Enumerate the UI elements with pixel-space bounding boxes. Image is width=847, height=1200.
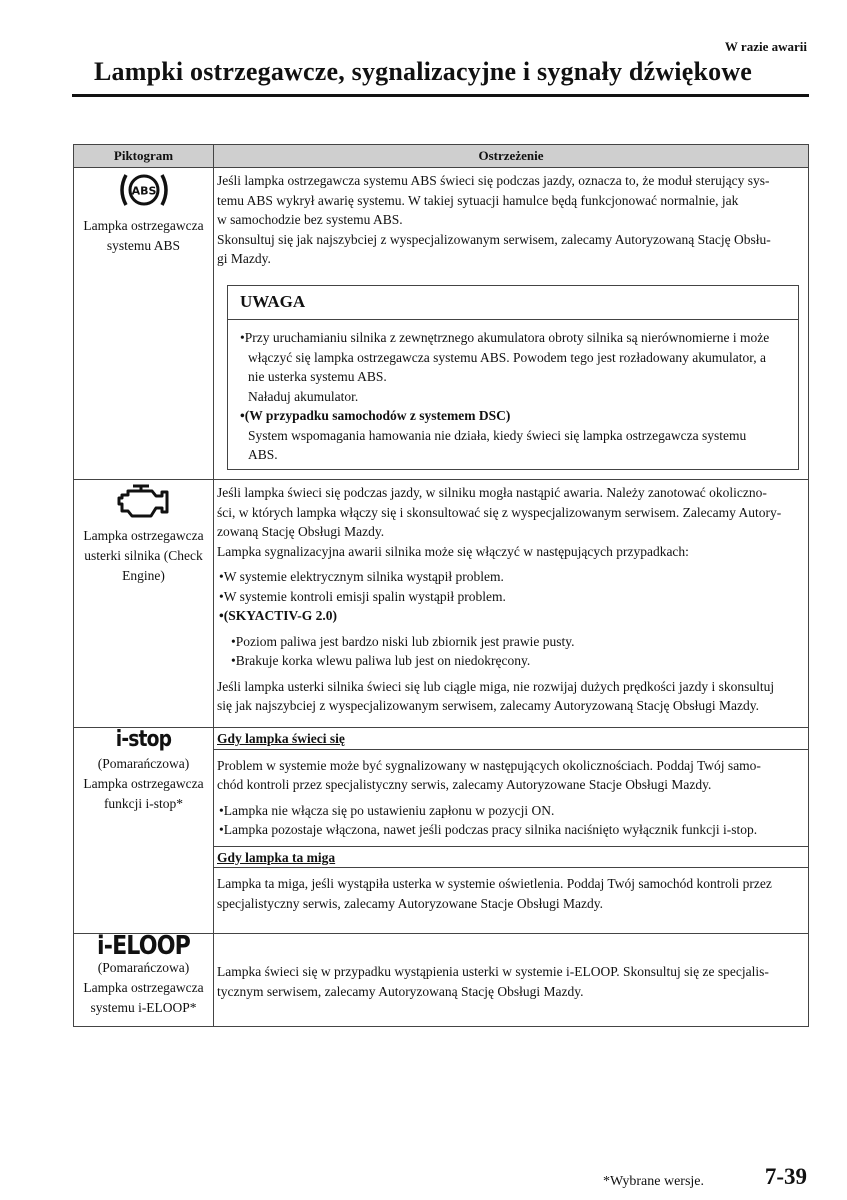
ieloop-color-note: (Pomarańczowa) xyxy=(97,960,190,975)
engine-outro-line: Jeśli lampka usterki silnika świeci się lub ciągle miga, nie rozwijaj dużych prędkości jazdy i skonsultuj xyxy=(217,678,775,694)
warning-cell-istop xyxy=(214,728,809,934)
abs-label: Lampka ostrzegawcza systemu ABS xyxy=(83,218,204,253)
skyactiv-heading: •(SKYACTIV-G 2.0) xyxy=(219,608,337,623)
table-header-row xyxy=(74,145,809,168)
pictogram-cell-abs xyxy=(74,168,214,480)
col-header-pictogram: Piktogram xyxy=(74,145,214,168)
engine-label: Lampka ostrzegawcza usterki silnika (Check Engine) xyxy=(83,528,204,583)
istop-lit-line: Problem w systemie może być sygnalizowany w następujących okolicznościach. Poddaj Twój samo- xyxy=(217,757,761,773)
caution-dsc-heading: •(W przypadku samochodów z systemem DSC) xyxy=(240,408,511,423)
istop-icon: i-stop xyxy=(115,727,172,752)
caution-line: •Przy uruchamianiu silnika z zewnętrznego akumulatora obroty silnika są nierównomierne i może xyxy=(240,330,770,345)
title-rule xyxy=(72,94,809,97)
istop-blink-heading: Gdy lampka ta miga xyxy=(217,849,336,865)
list-item: •Brakuje korka wlewu paliwa lub jest on niedokręcony. xyxy=(231,653,531,668)
abs-text-line: Skonsultuj się jak najszybciej z wyspecjalizowanym serwisem, zalecamy Autoryzowaną Stację Obsłu- xyxy=(217,231,771,247)
ieloop-text-line: Lampka świeci się w przypadku wystąpienia usterki w systemie i-ELOOP. Skonsultuj się ze specjalis- xyxy=(217,964,769,979)
caution-line: Naładuj akumulator. xyxy=(248,388,359,404)
warning-cell-engine xyxy=(214,480,809,728)
engine-bullets xyxy=(219,567,802,626)
abs-warning-icon xyxy=(116,170,172,210)
list-item: •Lampka pozostaje włączona, nawet jeśli podczas pracy silnika naciśnięto wyłącznik funkcji i-stop. xyxy=(219,822,758,837)
istop-color-note: (Pomarańczowa) xyxy=(97,756,190,771)
list-item: •Poziom paliwa jest bardzo niski lub zbiornik jest prawie pusty. xyxy=(231,633,575,649)
section-label: W razie awarii xyxy=(724,39,807,54)
warning-cell-abs xyxy=(214,168,809,480)
abs-text-line: temu ABS wykrył awarię systemu. W takiej sytuacji hamulce będą funkcjonować normalnie, jak xyxy=(217,192,739,208)
abs-text-line: gi Mazdy. xyxy=(217,251,271,266)
pictogram-cell-ieloop xyxy=(74,931,214,1027)
caution-box xyxy=(227,285,799,470)
table-row-abs xyxy=(74,168,809,480)
istop-lit-heading: Gdy lampka świeci się xyxy=(217,731,345,746)
caution-line: System wspomagania hamowania nie działa, kiedy świeci się lampka ostrzegawcza systemu xyxy=(248,427,747,443)
engine-intro-line: Jeśli lampka świeci się podczas jazdy, w silniku mogła nastąpić awaria. Należy zanotować okoliczno- xyxy=(217,485,767,500)
pictogram-cell-engine xyxy=(74,480,214,728)
caution-line: ABS. xyxy=(248,447,278,462)
ieloop-icon: i-ELOOP xyxy=(97,931,190,961)
istop-blink-line: specjalistyczny serwis, zalecamy Autoryzowane Stacje Obsługi Mazdy. xyxy=(217,895,604,911)
istop-lit-line: chód kontroli przez specjalistyczny serwis, zalecamy Autoryzowane Stacje Obsługi Mazdy. xyxy=(217,777,712,792)
list-item: •W systemie kontroli emisji spalin wystąpił problem. xyxy=(219,588,506,604)
istop-blink-line: Lampka ta miga, jeśli wystąpiła usterka w systemie oświetlenia. Poddaj Twój samochód kontroli przez xyxy=(217,876,772,891)
warning-cell-ieloop xyxy=(214,934,809,1027)
table-row-ieloop xyxy=(74,934,809,1027)
engine-intro-line: ści, w których lampka włączy się i skonsultować się z wyspecjalizowanym serwisem. Zalecamy Autory- xyxy=(217,504,782,520)
page-title: Lampki ostrzegawcze, sygnalizacyjne i sygnały dźwiękowe xyxy=(94,57,753,86)
check-engine-icon xyxy=(116,482,172,520)
col-header-warning: Ostrzeżenie xyxy=(214,145,809,168)
pictogram-cell-istop xyxy=(74,728,214,934)
istop-bullets xyxy=(219,801,802,840)
ieloop-text-line: tycznym serwisem, zalecamy Autoryzowaną Stację Obsługi Mazdy. xyxy=(217,983,584,999)
skyactiv-bullets xyxy=(231,632,802,671)
table-row-istop xyxy=(74,728,809,934)
istop-label: Lampka ostrzegawcza funkcji i-stop* xyxy=(83,776,204,811)
footnote: *Wybrane wersje. xyxy=(603,1174,705,1189)
divider xyxy=(214,846,808,847)
abs-icon-text: ABS xyxy=(131,184,156,198)
page-number: 7-39 xyxy=(764,1164,807,1189)
abs-text-line: w samochodzie bez systemu ABS. xyxy=(217,212,403,227)
engine-intro-line: zowaną Stację Obsługi Mazdy. xyxy=(217,524,385,539)
caution-body xyxy=(228,320,798,469)
list-item: •W systemie elektrycznym silnika wystąpił problem. xyxy=(219,569,504,584)
abs-text-line: Jeśli lampka ostrzegawcza systemu ABS świeci się podczas jazdy, oznacza to, że moduł sterujący sys- xyxy=(217,173,770,188)
ieloop-label: Lampka ostrzegawcza systemu i-ELOOP* xyxy=(83,980,204,1015)
caution-line: włączyć się lampka ostrzegawcza systemu ABS. Powodem tego jest rozładowany akumulator, a xyxy=(248,349,766,365)
engine-outro-line: się jak najszybciej z wyspecjalizowanym serwisem, zalecamy Autoryzowaną Stację Obsługi Mazdy. xyxy=(217,698,759,713)
table-row-engine xyxy=(74,480,809,728)
list-item: •Lampka nie włącza się po ustawieniu zapłonu w pozycji ON. xyxy=(219,802,555,818)
engine-intro-line: Lampka sygnalizacyjna awarii silnika może się włączyć w następujących przypadkach: xyxy=(217,543,689,559)
caution-title: UWAGA xyxy=(228,286,798,321)
caution-line: nie usterka systemu ABS. xyxy=(248,369,387,384)
warning-lights-table xyxy=(73,144,809,1027)
